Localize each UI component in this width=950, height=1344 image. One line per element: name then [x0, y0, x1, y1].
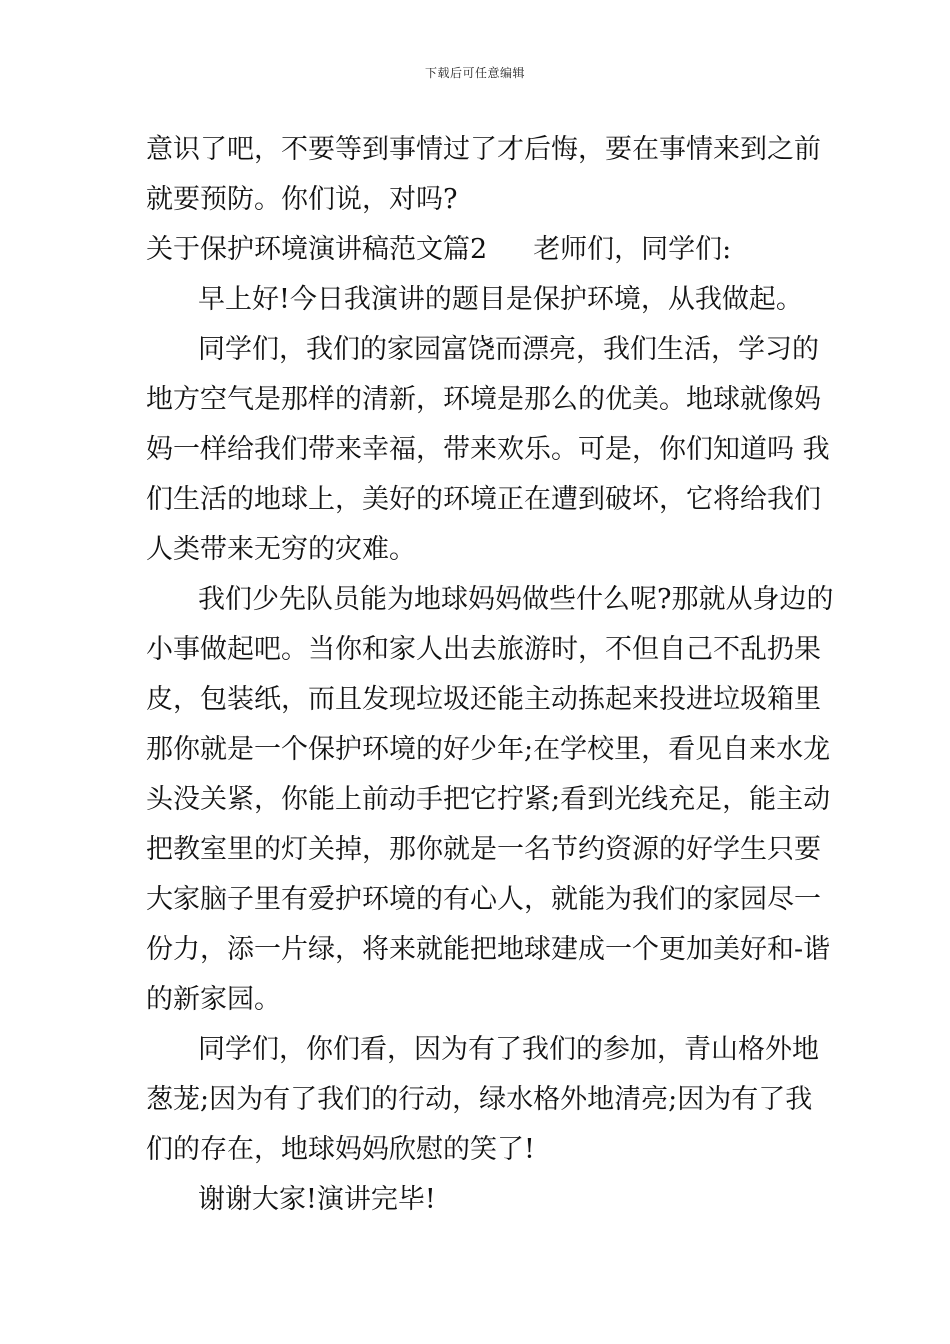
text-line: 早上好!今日我演讲的题目是保护环境，从我做起。 — [198, 284, 803, 315]
text-line: 份力，添一片绿，将来就能把地球建成一个更加美好和-谐 — [146, 934, 831, 965]
text-line: 就要预防。你们说，对吗? — [146, 184, 458, 215]
text-line: 皮，包装纸，而且发现垃圾还能主动拣起来投进垃圾箱里 — [146, 684, 821, 715]
text-line: 同学们，你们看，因为有了我们的参加，青山格外地 — [198, 1034, 819, 1065]
text-line: 地方空气是那样的清新，环境是那么的优美。地球就像妈 — [146, 384, 821, 415]
heading-line — [146, 226, 808, 274]
text-line: 妈一样给我们带来幸福，带来欢乐。可是，你们知道吗 我 — [146, 434, 830, 465]
text-line: 我们少先队员能为地球妈妈做些什么呢?那就从身边的 — [198, 584, 834, 615]
text-line: 大家脑子里有爱护环境的有心人，就能为我们的家园尽一 — [146, 884, 821, 915]
text-line: 把教室里的灯关掉，那你就是一名节约资源的好学生只要 — [146, 834, 821, 865]
text-line: 的新家园。 — [146, 984, 281, 1015]
text-line: 人类带来无穷的灾难。 — [146, 534, 416, 565]
text-line: 小事做起吧。当你和家人出去旅游时，不但自己不乱扔果 — [146, 634, 821, 665]
text-line: 谢谢大家!演讲完毕! — [198, 1184, 436, 1215]
text-line: 那你就是一个保护环境的好少年;在学校里，看见自来水龙 — [146, 734, 831, 765]
text-line: 们生活的地球上，美好的环境正在遭到破坏，它将给我们 — [146, 484, 821, 515]
text-line: 意识了吧，不要等到事情过了才后悔，要在事情来到之前 — [146, 134, 821, 165]
text-line: 葱茏;因为有了我们的行动，绿水格外地清亮;因为有了我 — [146, 1084, 813, 1115]
download-note: 下载后可任意编辑 — [424, 66, 525, 80]
salutation: 老师们，同学们: — [533, 234, 732, 265]
text-line: 头没关紧，你能上前动手把它拧紧;看到光线充足，能主动 — [146, 784, 831, 815]
text-line: 同学们，我们的家园富饶而漂亮，我们生活，学习的 — [198, 334, 819, 365]
section-title: 关于保护环境演讲稿范文篇2 — [146, 234, 488, 265]
text-line: 们的存在，地球妈妈欣慰的笑了! — [146, 1134, 535, 1165]
